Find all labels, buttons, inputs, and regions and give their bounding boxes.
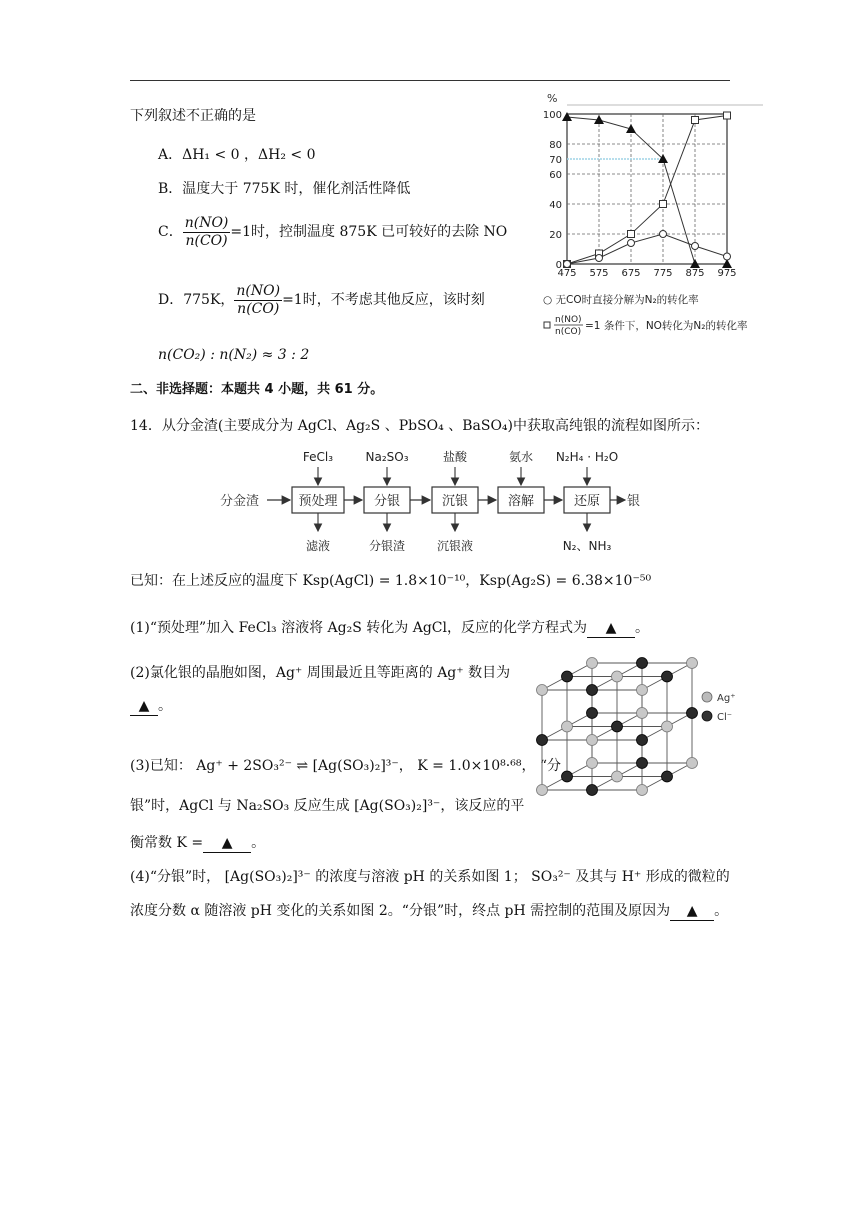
flow-step-5: 还原 — [573, 494, 601, 509]
cl-ion — [562, 671, 573, 682]
q14-part-3-line2: 银”时，AgCl 与 Na₂SO₃ 反应生成 [Ag(SO₃)₂]³⁻，该反应的平 — [130, 798, 525, 814]
ag-ion — [587, 735, 598, 746]
flow-input-4: 氨水 — [508, 450, 534, 464]
part-3-end: 。 — [251, 835, 266, 851]
legend-item-2-suffix: =1 条件下，NO转化为N₂的转化率 — [585, 320, 748, 332]
flow-step-1: 预处理 — [298, 494, 338, 509]
ag-ion — [687, 758, 698, 769]
flow-output-3: 沉银液 — [436, 539, 474, 553]
option-c-fraction — [183, 215, 231, 250]
q14-part-4-line2 — [130, 902, 728, 921]
flow-input-5: N₂H₄ · H₂O — [555, 450, 619, 464]
answer-blank[interactable]: ▲ — [670, 902, 714, 921]
y-tick-label: 20 — [549, 230, 562, 241]
q13-option-a: A．ΔH₁ < 0 ，ΔH₂ < 0 — [158, 147, 316, 163]
x-tick-label: 475 — [557, 268, 577, 279]
y-tick-label: 100 — [542, 110, 562, 121]
option-d-suffix: =1时，不考虑其他反应，该时刻 — [282, 292, 485, 308]
q14-part-2-line2 — [130, 697, 172, 716]
legend-cl: Cl⁻ — [717, 712, 733, 723]
flow-start: 分金渣 — [220, 494, 260, 509]
option-c-prefix: C． — [158, 224, 183, 240]
option-c-suffix: =1时，控制温度 875K 已可较好的去除 NO — [230, 224, 508, 240]
chart-x-ticks — [557, 268, 736, 279]
ag-ion — [537, 785, 548, 796]
x-tick-label: 575 — [589, 268, 609, 279]
cl-ion — [537, 735, 548, 746]
q13-option-c — [158, 212, 507, 252]
y-tick-label: 80 — [549, 140, 562, 151]
circle-point — [660, 231, 667, 238]
square-point — [660, 201, 667, 208]
x-tick-label: 875 — [685, 268, 705, 279]
legend-item-1: ○ 无CO时直接分解为N₂的转化率 — [543, 294, 699, 306]
y-tick-label: 40 — [549, 200, 562, 211]
chart-legend — [543, 293, 748, 337]
q14-part-4-line1: (4)“分银”时， [Ag(SO₃)₂]³⁻ 的浓度与溶液 pH 的关系如图 1； SO₃²⁻ 及其与 H⁺ 形成的微粒的 — [130, 869, 730, 885]
flow-output-1: 滤液 — [305, 539, 331, 553]
x-tick-label: 975 — [717, 268, 737, 279]
frac-den: n(CO) — [185, 232, 228, 249]
part-2-end: 。 — [158, 698, 172, 714]
ag-ion — [587, 658, 598, 669]
y-tick-label: 70 — [549, 155, 562, 166]
cl-ion — [662, 771, 673, 782]
frac-num: n(NO) — [236, 282, 281, 299]
flow-output-2: 分银渣 — [368, 539, 406, 553]
option-d-ratio: n(CO₂) : n(N₂) ≈ 3 : 2 — [158, 347, 310, 363]
part-4-text: 浓度分数 α 随溶液 pH 变化的关系如图 2。“分银”时，终点 pH 需控制的范围及原因为 — [130, 903, 671, 919]
ag-ion — [637, 685, 648, 696]
circle-point — [564, 261, 571, 268]
part-1-end: 。 — [634, 620, 649, 636]
circle-point — [596, 255, 603, 262]
cl-ion — [562, 771, 573, 782]
ag-ion — [537, 685, 548, 696]
series-line-square — [567, 116, 727, 265]
q14-known: 已知：在上述反应的温度下 Ksp(AgCl) = 1.8×10⁻¹⁰，Ksp(Ag₂S) = 6.38×10⁻⁵⁰ — [130, 573, 652, 589]
square-point — [724, 112, 731, 119]
q13-option-d — [158, 280, 485, 320]
answer-blank[interactable]: ▲ — [587, 619, 635, 638]
circle-point — [692, 243, 699, 250]
ag-ion — [562, 721, 573, 732]
flow-step-3: 沉银 — [441, 494, 469, 509]
flow-diagram — [215, 444, 655, 562]
chart-grid — [567, 114, 727, 264]
frac-num: n(NO) — [184, 214, 229, 231]
section-heading: 二、非选择题：本题共 4 小题，共 61 分。 — [130, 382, 384, 397]
q14-stem: 14．从分金渣(主要成分为 AgCl、Ag₂S 、PbSO₄ 、BaSO₄)中获取高纯银的流程如图所示： — [130, 418, 710, 434]
legend-frac-den: n(CO) — [555, 327, 582, 337]
ag-ion — [687, 658, 698, 669]
triangle-point — [562, 112, 572, 121]
flow-step-2: 分银 — [373, 494, 401, 509]
cl-ion — [662, 671, 673, 682]
flow-step-4: 溶解 — [507, 494, 535, 509]
y-tick-label: 60 — [549, 170, 562, 181]
chart-ylabel: % — [547, 92, 558, 105]
chart-series — [562, 112, 732, 268]
ag-ion — [612, 771, 623, 782]
flow-input-2: Na₂SO₃ — [365, 450, 409, 464]
cl-ion — [612, 721, 623, 732]
chart-frame — [567, 114, 727, 264]
cl-ion — [637, 658, 648, 669]
cl-ion — [587, 685, 598, 696]
y-tick-label: 0 — [555, 260, 562, 271]
x-tick-label: 775 — [653, 268, 673, 279]
answer-blank[interactable]: ▲ — [130, 697, 158, 716]
flow-output-5: N₂、NH₃ — [562, 539, 612, 553]
square-point — [628, 231, 635, 238]
series-line-circle — [567, 234, 727, 264]
part-1-text: (1)“预处理”加入 FeCl₃ 溶液将 Ag₂S 转化为 AgCl，反应的化学方程式为 — [130, 620, 587, 636]
square-point — [692, 117, 699, 124]
circle-point — [628, 240, 635, 247]
flow-input-1: FeCl₃ — [302, 450, 334, 464]
ag-ion — [637, 785, 648, 796]
part-4-end: 。 — [714, 903, 729, 919]
cl-ion — [687, 708, 698, 719]
answer-blank[interactable]: ▲ — [203, 834, 251, 853]
cl-ion — [637, 735, 648, 746]
q14-part-3-line3 — [130, 834, 265, 853]
ag-ion — [612, 671, 623, 682]
chart-y-ticks — [543, 110, 562, 271]
legend-frac-num: n(NO) — [555, 315, 582, 325]
q14-part-1 — [130, 619, 649, 638]
legend-ag: Ag⁺ — [717, 693, 736, 704]
option-d-fraction — [234, 283, 282, 318]
q14-part-3-line1: (3)已知： Ag⁺ + 2SO₃²⁻ ⇌ [Ag(SO₃)₂]³⁻， K = 1.0×10⁸·⁶⁸， “分 — [130, 758, 562, 774]
ag-ion — [637, 708, 648, 719]
q13-stem: 下列叙述不正确的是 — [130, 108, 256, 124]
cl-ion — [587, 785, 598, 796]
frac-den: n(CO) — [237, 300, 280, 317]
cl-ion — [587, 708, 598, 719]
q14-part-2-line1: (2)氯化银的晶胞如图，Ag⁺ 周围最近且等距离的 Ag⁺ 数目为 — [130, 665, 511, 681]
header-rule — [130, 80, 730, 81]
unit-cell-lattice — [537, 658, 698, 796]
square-marker-icon — [544, 322, 550, 328]
conversion-chart — [535, 88, 765, 338]
x-tick-label: 675 — [621, 268, 641, 279]
ag-ion-legend-icon — [702, 692, 712, 702]
flow-input-3: 盐酸 — [442, 450, 468, 464]
series-line-triangle — [567, 117, 727, 264]
cl-ion — [637, 758, 648, 769]
cl-ion-legend-icon — [702, 711, 712, 721]
ag-ion — [587, 758, 598, 769]
flow-end: 银 — [627, 494, 641, 509]
part-3-k-label: 衡常数 K = — [130, 835, 204, 851]
q13-option-b: B．温度大于 775K 时，催化剂活性降低 — [158, 181, 411, 197]
circle-point — [724, 253, 731, 260]
agcl-unit-cell — [520, 650, 760, 800]
option-d-prefix: D．775K， — [158, 292, 235, 308]
ag-ion — [662, 721, 673, 732]
